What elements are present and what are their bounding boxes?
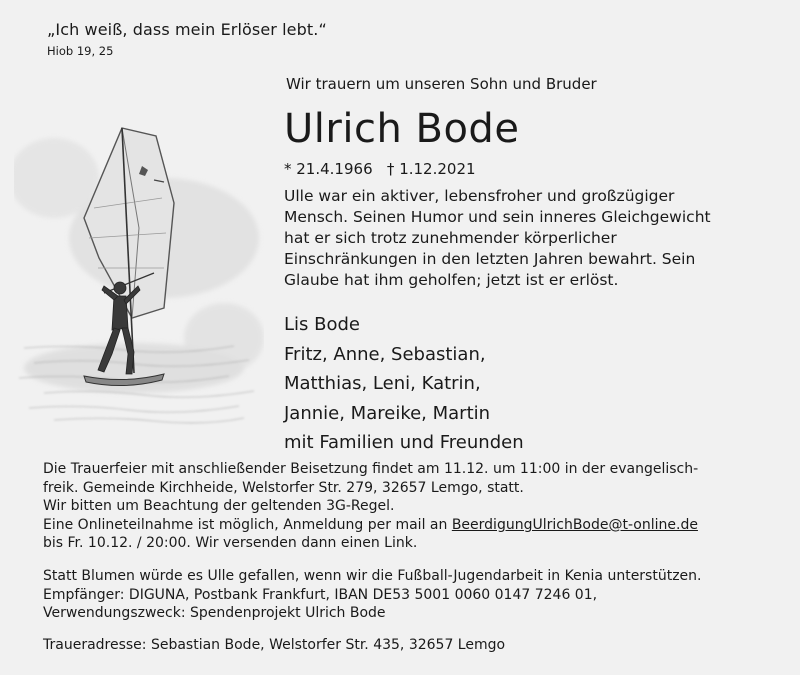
tribute-line: Einschränkungen in den letzten Jahren bewahrt. Sein — [284, 250, 696, 268]
mourner-line: Lis Bode — [284, 314, 360, 335]
funeral-line: freik. Gemeinde Kirchheide, Welstorfer Str. 279, 32657 Lemgo, statt. — [43, 479, 524, 496]
life-dates — [284, 160, 476, 178]
bible-quote: „Ich weiß, dass mein Erlöser lebt.“ — [47, 20, 327, 39]
funeral-line-online — [43, 516, 783, 535]
mourning-address: Traueradresse: Sebastian Bode, Welstorfer Str. 435, 32657 Lemgo — [43, 637, 506, 653]
donation-info — [43, 567, 783, 623]
online-text: Eine Onlineteilnahme ist möglich, Anmeldung per mail an — [43, 516, 452, 533]
bible-reference: Hiob 19, 25 — [47, 44, 114, 58]
intro-line: Wir trauern um unseren Sohn und Bruder — [286, 75, 597, 93]
donation-line: Statt Blumen würde es Ulle gefallen, wenn wir die Fußball-Jugendarbeit in Kenia unterstützen. — [43, 568, 702, 584]
donation-line: Empfänger: DIGUNA, Postbank Frankfurt, IBAN DE53 5001 0060 0147 7246 01, — [43, 586, 598, 603]
tribute-line: Mensch. Seinen Humor und sein inneres Gleichgewicht — [284, 208, 711, 226]
funeral-info — [43, 460, 783, 553]
funeral-line: Wir bitten um Beachtung der geltenden 3G-Regel. — [43, 498, 395, 515]
deceased-name: Ulrich Bode — [284, 106, 520, 152]
funeral-line: Die Trauerfeier mit anschließender Beisetzung findet am 11.12. um 11:00 in der evangelisch- — [43, 461, 699, 477]
mourner-line: Fritz, Anne, Sebastian, — [284, 343, 486, 365]
mourner-line: Jannie, Mareike, Martin — [284, 402, 491, 424]
tribute-line: Ulle war ein aktiver, lebensfroher und großzügiger — [284, 187, 675, 205]
donation-line: Verwendungszweck: Spendenprojekt Ulrich Bode — [43, 605, 386, 622]
funeral-line: bis Fr. 10.12. / 20:00. Wir versenden dann einen Link. — [43, 535, 418, 552]
tribute-line: Glaube hat ihm geholfen; jetzt ist er erlöst. — [284, 271, 619, 289]
tribute-line: hat er sich trotz zunehmender körperlicher — [284, 229, 617, 247]
mourners-list — [284, 310, 524, 458]
mourner-line: mit Familien und Freunden — [284, 432, 524, 453]
birth-date: * 21.4.1966 — [284, 160, 373, 178]
death-date: † 1.12.2021 — [386, 160, 476, 178]
tribute-text — [284, 186, 784, 291]
email-link[interactable]: BeerdigungUlrichBode@t-online.de — [451, 516, 698, 533]
mourner-line: Matthias, Leni, Katrin, — [284, 373, 481, 394]
windsurfer-sketch — [14, 108, 264, 438]
